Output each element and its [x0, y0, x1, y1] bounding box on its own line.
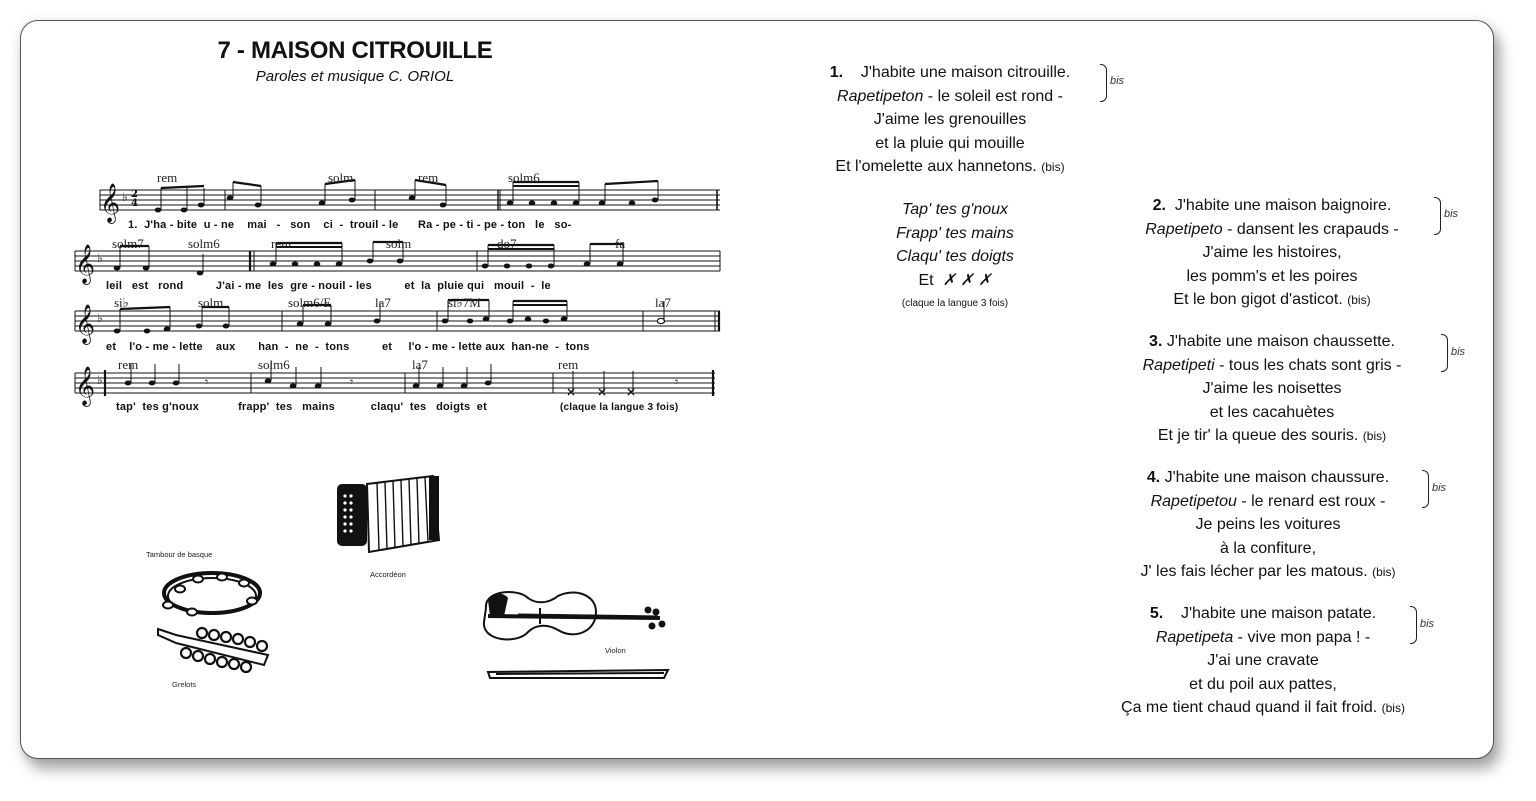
- svg-text:♭: ♭: [97, 373, 103, 387]
- song-title: 7 - MAISON CITROUILLE: [217, 37, 493, 64]
- verse-line: - dansent les crapauds -: [1222, 220, 1399, 238]
- sleigh-bells-icon: [156, 625, 276, 675]
- verse-line: Et je tir' la queue des souris.: [1157, 427, 1359, 444]
- verse-number: 4.: [1146, 469, 1161, 486]
- verse-line: J'habite une maison chaussure.: [1164, 469, 1390, 486]
- bis-marker: (bis): [1362, 429, 1387, 443]
- sheet-music: [70, 168, 730, 438]
- tambourine-illustration: [158, 565, 266, 625]
- verse-line: J'aime les histoires,: [1202, 244, 1342, 261]
- repeat-brace: [1434, 197, 1441, 235]
- svg-text:♭: ♭: [97, 311, 103, 325]
- accordion-illustration: [333, 470, 443, 560]
- verse-line: J'habite une maison baignoire.: [1174, 197, 1392, 214]
- chorus-line: Frapp' tes mains: [896, 224, 1014, 242]
- staff-notation-graphic: [70, 168, 730, 438]
- chord-symbol: la7: [412, 357, 428, 372]
- verse-line: - tous les chats sont gris -: [1214, 356, 1402, 374]
- refrain-word: Rapetipetou: [1150, 492, 1237, 510]
- svg-text:𝄞: 𝄞: [75, 366, 96, 406]
- refrain-word: Rapetipeton: [837, 87, 924, 105]
- chord-symbol: rem: [418, 170, 439, 185]
- bis-label: bis: [1444, 208, 1459, 220]
- refrain-word: Rapetipeti: [1142, 356, 1215, 374]
- lyrics-line: leil est rond J'ai - me les gre - nouil - les et la pluie qui mouil - le: [106, 280, 551, 292]
- verse-line: et du poil aux pattes,: [1189, 675, 1337, 693]
- bis-marker: (bis): [1381, 701, 1405, 715]
- instrument-caption: Grelots: [172, 680, 197, 689]
- chord-symbol: si♭: [114, 295, 129, 310]
- chord-symbol: solm: [198, 295, 224, 310]
- verse-line: et les cacahuètes: [1209, 403, 1335, 421]
- svg-text:𝄾: 𝄾: [675, 375, 679, 389]
- song-credits: Paroles et musique C. ORIOL: [255, 68, 455, 85]
- lyrics-note: (claque la langue 3 fois): [560, 402, 679, 413]
- repeat-brace: [1410, 606, 1417, 644]
- bis-label: bis: [1420, 618, 1435, 630]
- chord-symbol: solm7: [112, 236, 144, 251]
- chord-symbol: solm6: [508, 170, 540, 185]
- chord-symbol: solm: [328, 170, 354, 185]
- verse-line: J'aime les grenouilles: [873, 111, 1027, 128]
- bis-marker: (bis): [1347, 293, 1371, 307]
- chorus-line: Claqu' tes doigts: [896, 248, 1014, 265]
- chord-symbol: rem: [558, 357, 579, 372]
- verse-number: 2.: [1152, 197, 1166, 214]
- instrument-caption: Accordéon: [370, 570, 406, 579]
- svg-text:𝄾: 𝄾: [205, 375, 209, 389]
- chord-symbol: la7: [655, 295, 671, 310]
- verse-3: [1112, 330, 1432, 449]
- bis-marker: (bis): [1372, 565, 1396, 579]
- verse-line: J'aime les noisettes: [1202, 380, 1342, 397]
- repeat-brace: [1100, 64, 1107, 102]
- verse-line: J'habite une maison patate.: [1180, 605, 1377, 622]
- repeat-brace: [1422, 470, 1429, 508]
- sleigh-bells-illustration: [156, 625, 276, 675]
- bis-label: bis: [1432, 482, 1447, 494]
- chorus-line: [850, 269, 1060, 293]
- bis-label: bis: [1110, 75, 1125, 87]
- accordion-icon: [333, 470, 443, 560]
- repeat-brace: [1441, 334, 1448, 372]
- lyrics-line: tap' tes g'noux frapp' tes mains claqu' tes doigts et: [116, 401, 487, 413]
- verse-line: - le renard est roux -: [1236, 492, 1386, 510]
- bis-marker: (bis): [1041, 160, 1065, 174]
- lyrics-line: 1. J'ha - bite u - ne mai - son ci - trouil - le Ra - pe - ti - pe - ton le so-: [128, 219, 572, 231]
- verse-line: J'habite une maison citrouille.: [860, 64, 1071, 81]
- chorus-block: [850, 198, 1060, 316]
- chord-symbol: solm6/E: [288, 295, 332, 310]
- chord-symbol: si♭7M: [448, 295, 481, 310]
- svg-text:𝄾: 𝄾: [350, 375, 354, 389]
- chord-symbol: rem: [157, 170, 178, 185]
- chord-symbol: solm6: [258, 357, 290, 372]
- violin-icon: [478, 586, 678, 681]
- verse-number: 5.: [1149, 605, 1164, 622]
- verse-line: les pomm's et les poires: [1186, 267, 1358, 285]
- svg-text:2: 2: [131, 189, 138, 200]
- chord-symbol: solm: [386, 236, 412, 251]
- svg-text:4: 4: [131, 198, 138, 209]
- svg-text:𝄞: 𝄞: [75, 244, 96, 284]
- chord-symbol: rem: [271, 236, 292, 251]
- verse-line: J'habite une maison chaussette.: [1166, 333, 1395, 350]
- svg-text:♭: ♭: [122, 190, 128, 204]
- verse-number: 3.: [1149, 333, 1163, 350]
- verse-line: Je peins les voitures: [1195, 516, 1341, 533]
- svg-text:𝄞: 𝄞: [100, 183, 121, 223]
- verse-4: [1108, 466, 1428, 585]
- tambourine-icon: [158, 565, 266, 625]
- verse-5: [1103, 602, 1423, 721]
- svg-text:𝄞: 𝄞: [75, 304, 96, 344]
- verse-line: Et le bon gigot d'asticot.: [1173, 291, 1343, 308]
- verse-line: à la confiture,: [1219, 539, 1317, 557]
- verse-line: Et l'omelette aux hannetons.: [835, 158, 1037, 175]
- verse-line: J' les fais lécher par les matous.: [1140, 563, 1368, 580]
- chord-symbol: rem: [118, 357, 139, 372]
- chord-symbol: solm6: [188, 236, 220, 251]
- lyrics-line: et l'o - me - lette aux han - ne - tons et l'o - me - lette aux han-ne - tons: [106, 341, 590, 353]
- verse-line: - le soleil est rond -: [923, 87, 1063, 105]
- chorus-et: Et: [918, 271, 934, 289]
- svg-text:♭: ♭: [97, 251, 103, 265]
- violin-illustration: [478, 586, 678, 681]
- chorus-line: Tap' tes g'noux: [901, 201, 1009, 218]
- bis-label: bis: [1451, 346, 1466, 358]
- chord-symbol: la7: [375, 295, 391, 310]
- verse-number: 1.: [829, 64, 844, 81]
- verse-2: [1112, 194, 1432, 313]
- refrain-word: Rapetipeto: [1145, 220, 1223, 238]
- instrument-caption: Tambour de basque: [146, 550, 213, 559]
- verse-1: [790, 61, 1110, 180]
- verse-line: - vive mon papa ! -: [1233, 628, 1371, 646]
- verse-line: et la pluie qui mouille: [875, 134, 1025, 152]
- instrument-caption: Violon: [605, 646, 626, 655]
- verse-line: J'ai une cravate: [1207, 652, 1319, 669]
- chorus-note: (claque la langue 3 fois): [901, 298, 1009, 309]
- cross-marks-icon: ✗ ✗ ✗: [942, 271, 992, 289]
- refrain-word: Rapetipeta: [1155, 628, 1234, 646]
- verse-line: Ça me tient chaud quand il fait froid.: [1121, 699, 1378, 716]
- chord-symbol: do7: [497, 236, 517, 251]
- chord-symbol: fa: [615, 236, 626, 251]
